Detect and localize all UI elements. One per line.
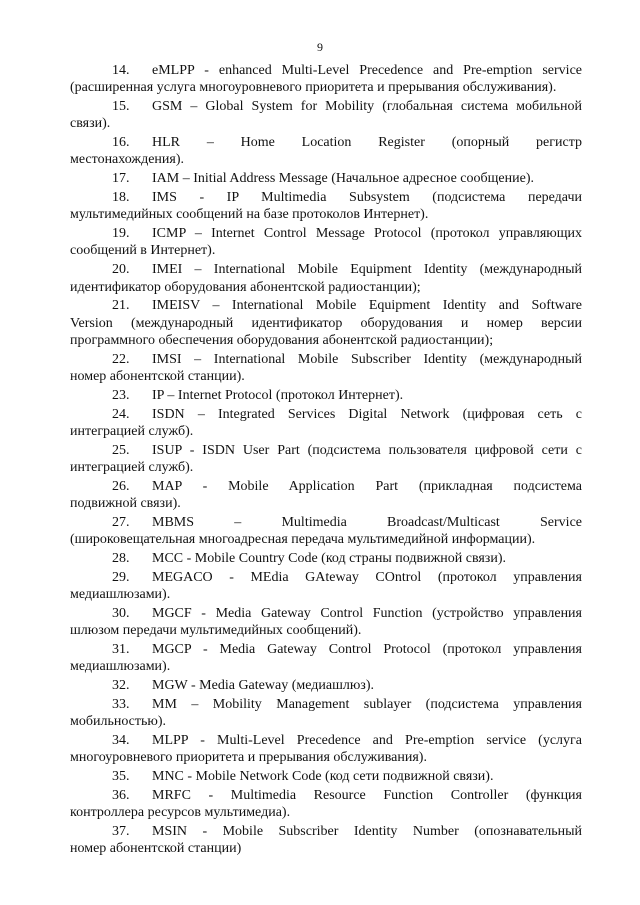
entry-term: HLR – Home Location Register (опорный регистр xyxy=(152,135,582,151)
entry-first-line xyxy=(70,351,582,368)
entry-continuation: шлюзом передачи мультимедийных сообщений). xyxy=(70,623,362,639)
entry-term: MLPP - Multi-Level Precedence and Pre-emption service (услуга xyxy=(152,732,582,748)
list-item xyxy=(70,787,582,822)
abbreviation-list xyxy=(70,62,582,859)
list-item xyxy=(70,732,582,767)
list-item xyxy=(70,225,582,260)
list-item xyxy=(70,442,582,477)
entry-term: MCC - Mobile Country Code (код страны подвижной связи). xyxy=(152,551,506,567)
entry-number: 27. xyxy=(112,514,130,530)
list-item xyxy=(70,677,582,694)
entry-term: eMLPP - enhanced Multi-Level Precedence and Pre-emption service xyxy=(152,63,582,78)
entry-continuation: сообщений в Интернет). xyxy=(70,243,216,259)
entry-term: ICMP – Internet Control Message Protocol (протокол управляющих xyxy=(152,226,582,242)
entry-term: MRFC - Multimedia Resource Function Controller (функция xyxy=(152,787,582,803)
entry-term: ISUP - ISDN User Part (подсистема пользователя цифровой сети с xyxy=(152,442,582,458)
entry-continuation: подвижной связи). xyxy=(70,496,181,512)
entry-number: 14. xyxy=(112,63,130,78)
entry-number: 33. xyxy=(112,696,130,712)
entry-continuation: интеграцией служб). xyxy=(70,460,194,476)
entry-continuation: идентификатор оборудования абонентской радиостанции); xyxy=(70,279,421,295)
entry-term: MBMS – Multimedia Broadcast/Multicast Service xyxy=(152,514,582,530)
entry-first-line xyxy=(70,261,582,278)
entry-first-line xyxy=(70,550,582,567)
entry-first-line xyxy=(70,406,582,423)
entry-continuation: номер абонентской станции). xyxy=(70,369,245,385)
entry-first-line xyxy=(70,225,582,242)
entry-first-line xyxy=(70,732,582,749)
entry-first-line xyxy=(70,514,582,531)
entry-number: 31. xyxy=(112,642,130,657)
entry-first-line xyxy=(70,442,582,459)
entry-number: 18. xyxy=(112,190,130,206)
list-item xyxy=(70,478,582,513)
list-item xyxy=(70,189,582,224)
entry-term: IMSI – International Mobile Subscriber Identity (международный xyxy=(152,351,582,367)
list-item xyxy=(70,406,582,441)
entry-continuation: медиашлюзами). xyxy=(70,587,171,603)
entry-number: 25. xyxy=(112,442,130,458)
entry-number: 35. xyxy=(112,769,130,785)
entry-number: 15. xyxy=(112,99,130,115)
entry-number: 29. xyxy=(112,569,130,585)
entry-continuation: медиашлюзами). xyxy=(70,659,171,675)
entry-number: 21. xyxy=(112,298,130,314)
entry-number: 26. xyxy=(112,478,130,494)
entry-term: MGCP - Media Gateway Control Protocol (протокол управления xyxy=(152,642,582,657)
entry-first-line xyxy=(70,696,582,713)
list-item xyxy=(70,569,582,604)
entry-first-line xyxy=(70,134,582,151)
entry-continuation: связи). xyxy=(70,116,111,132)
entry-continuation: Version (международный идентификатор оборудования и номер версии программного обеспечения оборудования абонентской радиостанции); xyxy=(70,315,582,348)
entry-first-line xyxy=(70,768,582,785)
list-item xyxy=(70,768,582,785)
entry-term: IAM – Initial Address Message (Начальное адресное сообщение). xyxy=(152,171,534,187)
list-item xyxy=(70,387,582,404)
entry-first-line xyxy=(70,787,582,804)
entry-continuation: (расширенная услуга многоуровневого приоритета и прерывания обслуживания). xyxy=(70,80,557,96)
list-item xyxy=(70,550,582,567)
entry-number: 32. xyxy=(112,678,130,694)
list-item xyxy=(70,351,582,386)
entry-continuation: интеграцией служб). xyxy=(70,423,194,439)
entry-continuation: многоуровневого приоритета и прерывания обслуживания). xyxy=(70,750,427,766)
list-item xyxy=(70,514,582,549)
entry-number: 28. xyxy=(112,551,130,567)
entry-first-line xyxy=(70,569,582,586)
list-item xyxy=(70,605,582,640)
entry-number: 36. xyxy=(112,787,130,803)
entry-number: 16. xyxy=(112,135,130,151)
page-number: 9 xyxy=(317,40,323,54)
entry-term: MGW - Media Gateway (медиашлюз). xyxy=(152,678,374,694)
entry-continuation: мобильностью). xyxy=(70,714,167,730)
entry-term: MAP - Mobile Application Part (прикладная подсистема xyxy=(152,478,582,494)
entry-term: IP – Internet Protocol (протокол Интернет). xyxy=(152,387,404,403)
entry-number: 34. xyxy=(112,732,130,748)
entry-term: IMEI – International Mobile Equipment Identity (международный xyxy=(152,262,582,278)
entry-term: IMEISV – International Mobile Equipment Identity and Software xyxy=(152,298,582,314)
list-item xyxy=(70,98,582,133)
entry-first-line xyxy=(70,823,582,840)
list-item xyxy=(70,641,582,676)
entry-number: 19. xyxy=(112,226,130,242)
entry-continuation: местонахождения). xyxy=(70,152,184,168)
entry-number: 37. xyxy=(112,823,130,839)
list-item xyxy=(70,134,582,169)
entry-continuation: мультимедийных сообщений на базе протоколов Интернет). xyxy=(70,207,429,223)
entry-first-line xyxy=(70,641,582,658)
entry-term: MNC - Mobile Network Code (код сети подвижной связи). xyxy=(152,769,494,785)
entry-first-line xyxy=(70,62,582,79)
list-item xyxy=(70,170,582,187)
list-item xyxy=(70,62,582,97)
entry-first-line xyxy=(70,605,582,622)
entry-continuation: контроллера ресурсов мультимедиа). xyxy=(70,805,291,821)
entry-term: MM – Mobility Management sublayer (подсистема управления xyxy=(152,696,582,712)
entry-number: 22. xyxy=(112,351,130,367)
entry-term: IMS - IP Multimedia Subsystem (подсистема передачи xyxy=(152,190,582,206)
entry-first-line xyxy=(70,677,582,694)
list-item xyxy=(70,261,582,296)
list-item xyxy=(70,297,582,349)
entry-first-line xyxy=(70,387,582,404)
entry-continuation: номер абонентской станции) xyxy=(70,841,242,857)
list-item xyxy=(70,823,582,858)
entry-number: 23. xyxy=(112,387,130,403)
entry-first-line xyxy=(70,98,582,115)
entry-term: GSM – Global System for Mobility (глобальная система мобильной xyxy=(152,99,582,115)
entry-first-line xyxy=(70,478,582,495)
entry-first-line xyxy=(70,297,582,314)
entry-term: MSIN - Mobile Subscriber Identity Number (опознавательный xyxy=(152,823,582,839)
entry-term: ISDN – Integrated Services Digital Network (цифровая сеть с xyxy=(152,406,582,422)
entry-number: 30. xyxy=(112,605,130,621)
entry-number: 24. xyxy=(112,406,130,422)
entry-continuation: (широковещательная многоадресная передача мультимедийной информации). xyxy=(70,532,536,548)
list-item xyxy=(70,696,582,731)
entry-first-line xyxy=(70,170,582,187)
entry-term: MGCF - Media Gateway Control Function (устройство управления xyxy=(152,605,582,621)
entry-term: MEGACO - MEdia GAteway COntrol (протокол управления xyxy=(152,569,582,585)
entry-first-line xyxy=(70,189,582,206)
entry-number: 17. xyxy=(112,171,130,187)
entry-number: 20. xyxy=(112,262,130,278)
